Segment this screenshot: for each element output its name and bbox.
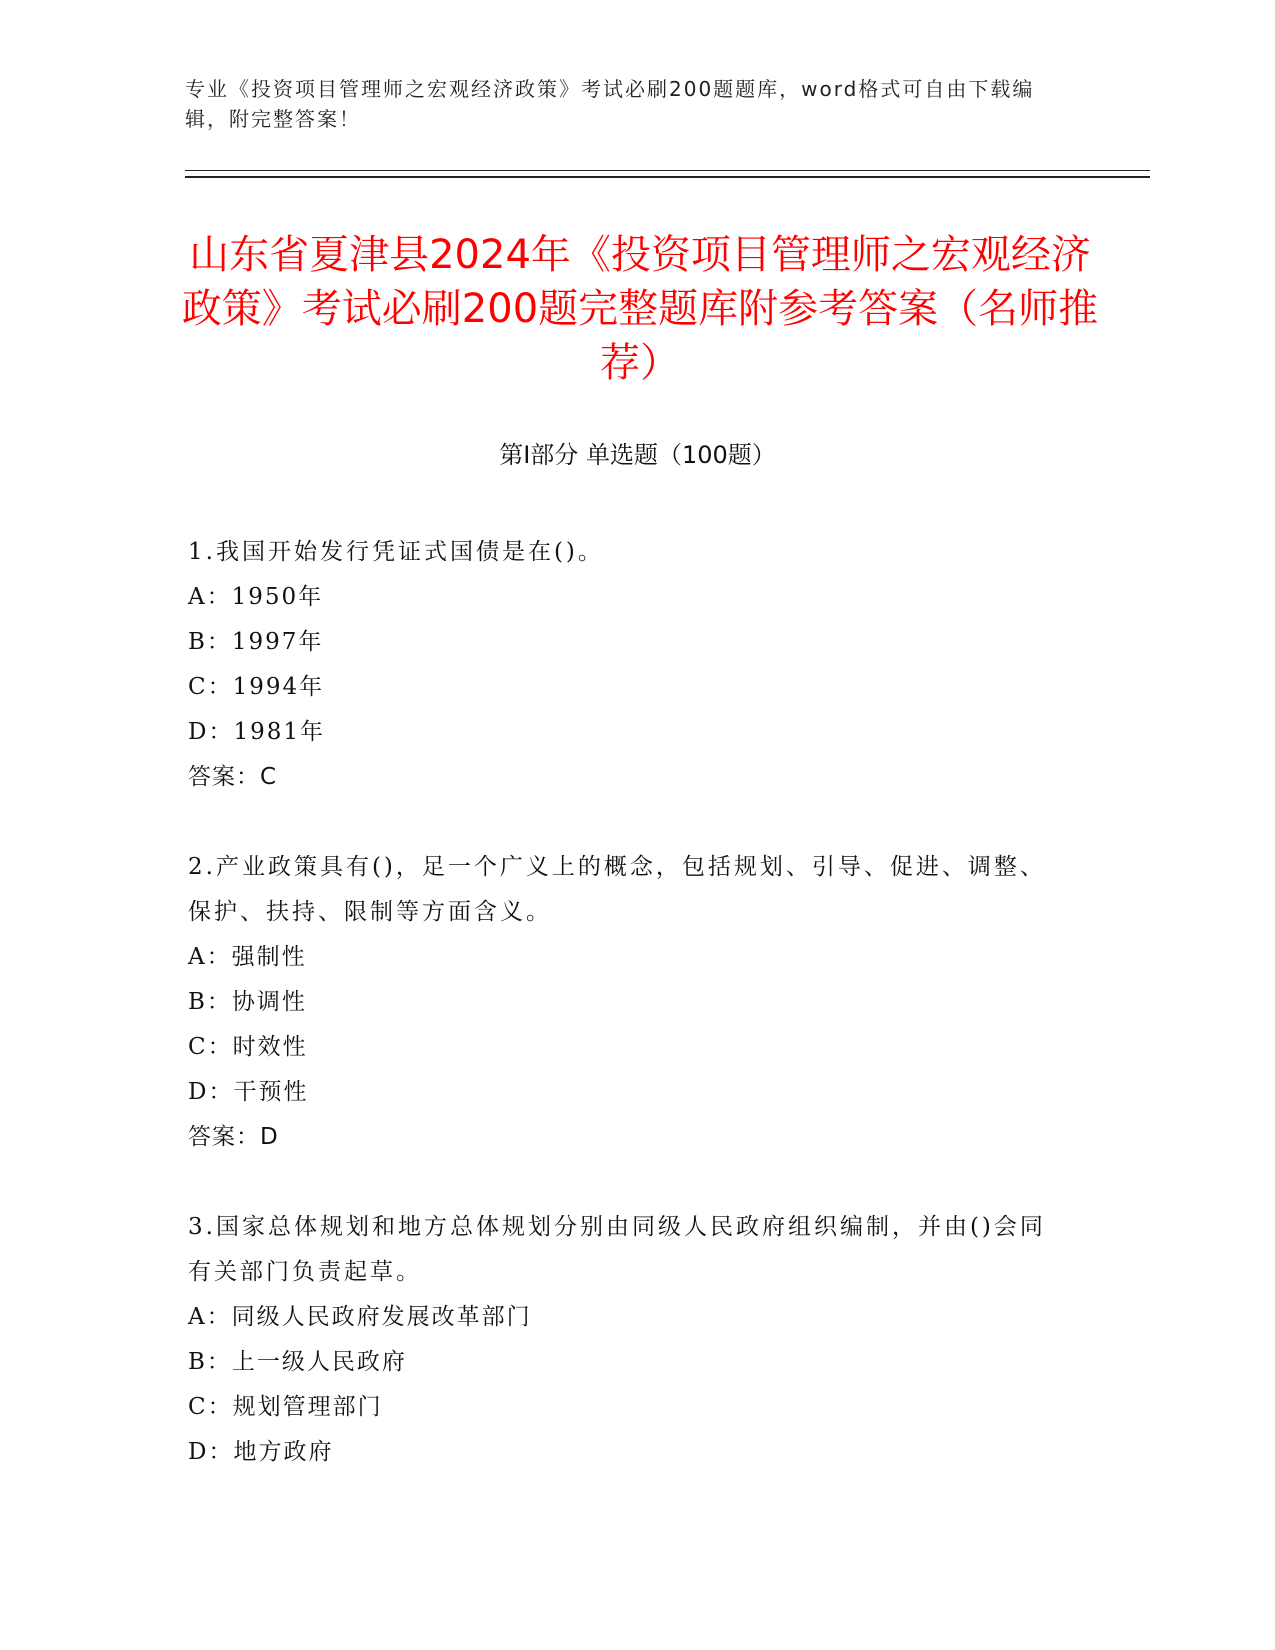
document-title: 山东省夏津县2024年《投资项目管理师之宏观经济政策》考试必刷200题完整题库附参考答案（名师推荐） [181,232,1099,386]
question-list [188,530,1068,1520]
option-b: B：上一级人民政府 [188,1349,407,1375]
question-1 [188,530,1068,800]
header-rule-bottom [185,176,1150,178]
answer: 答案：D [188,1124,279,1150]
option-a: A：强制性 [188,944,307,970]
answer: 答案：C [188,764,278,790]
option-b: B：1997年 [188,629,324,655]
section-heading: 第I部分 单选题（100题） [499,441,776,469]
option-c: C：时效性 [188,1034,308,1060]
header-note: 专业《投资项目管理师之宏观经济政策》考试必刷200题题库，word格式可自由下载编辑，附完整答案！ [185,77,1035,131]
option-d: D：地方政府 [188,1439,334,1465]
question-stem: 1.我国开始发行凭证式国债是在()。 [188,539,604,565]
question-2 [188,845,1068,1160]
option-c: C：1994年 [188,674,325,700]
option-c: C：规划管理部门 [188,1394,383,1420]
question-stem: 2.产业政策具有()，足一个广义上的概念，包括规划、引导、促进、调整、保护、扶持、限制等方面含义。 [188,854,1046,925]
option-b: B：协调性 [188,989,307,1015]
question-3 [188,1205,1068,1475]
option-d: D：干预性 [188,1079,309,1105]
question-stem: 3.国家总体规划和地方总体规划分别由同级人民政府组织编制，并由()会同有关部门负责起草。 [188,1214,1046,1285]
option-a: A：1950年 [188,584,324,610]
header-rule-top [185,170,1150,171]
option-a: A：同级人民政府发展改革部门 [188,1304,532,1330]
option-d: D：1981年 [188,719,325,745]
